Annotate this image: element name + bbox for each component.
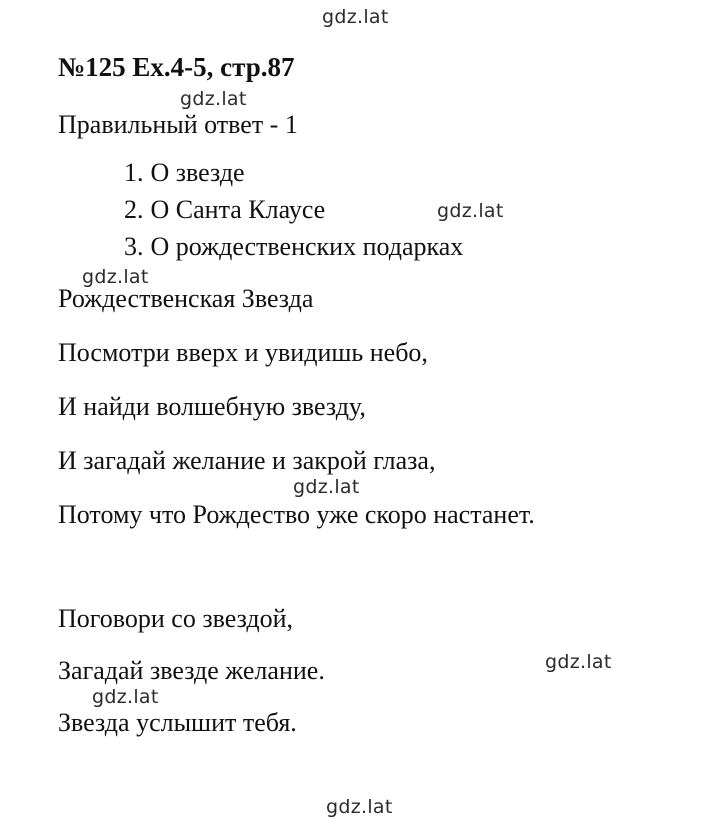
item-text: О Санта Клаусе (150, 195, 326, 224)
watermark: gdz.lat (326, 796, 393, 818)
poem-line: Звезда услышит тебя. (58, 708, 297, 737)
list-item (124, 228, 463, 265)
poem-line: И загадай желание и закрой глаза, (58, 446, 436, 475)
poem-line: Посмотри вверх и увидишь небо, (58, 338, 428, 367)
answer-line: Правильный ответ - 1 (58, 110, 298, 139)
poem-line: Потому что Рождество уже скоро настанет. (58, 500, 535, 529)
poem-line: Загадай звезде желание. (58, 656, 325, 685)
watermark: gdz.lat (437, 200, 504, 222)
watermark: gdz.lat (293, 476, 360, 498)
watermark: gdz.lat (82, 266, 149, 288)
item-number: 2. (124, 195, 144, 224)
list-item (124, 154, 463, 191)
watermark: gdz.lat (92, 686, 159, 708)
list-item (124, 191, 463, 228)
watermark: gdz.lat (545, 651, 612, 673)
item-number: 1. (124, 158, 144, 187)
options-list (124, 154, 463, 265)
item-number: 3. (124, 232, 144, 261)
item-text: О звезде (150, 158, 245, 187)
exercise-heading: №125 Ex.4-5, стр.87 (58, 52, 295, 82)
poem-line: Поговори со звездой, (58, 604, 294, 633)
watermark: gdz.lat (322, 6, 389, 28)
item-text: О рождественских подарках (150, 232, 464, 261)
poem-line: И найди волшебную звезду, (58, 392, 366, 421)
watermark: gdz.lat (180, 88, 247, 110)
poem-title: Рождественская Звезда (58, 284, 314, 313)
